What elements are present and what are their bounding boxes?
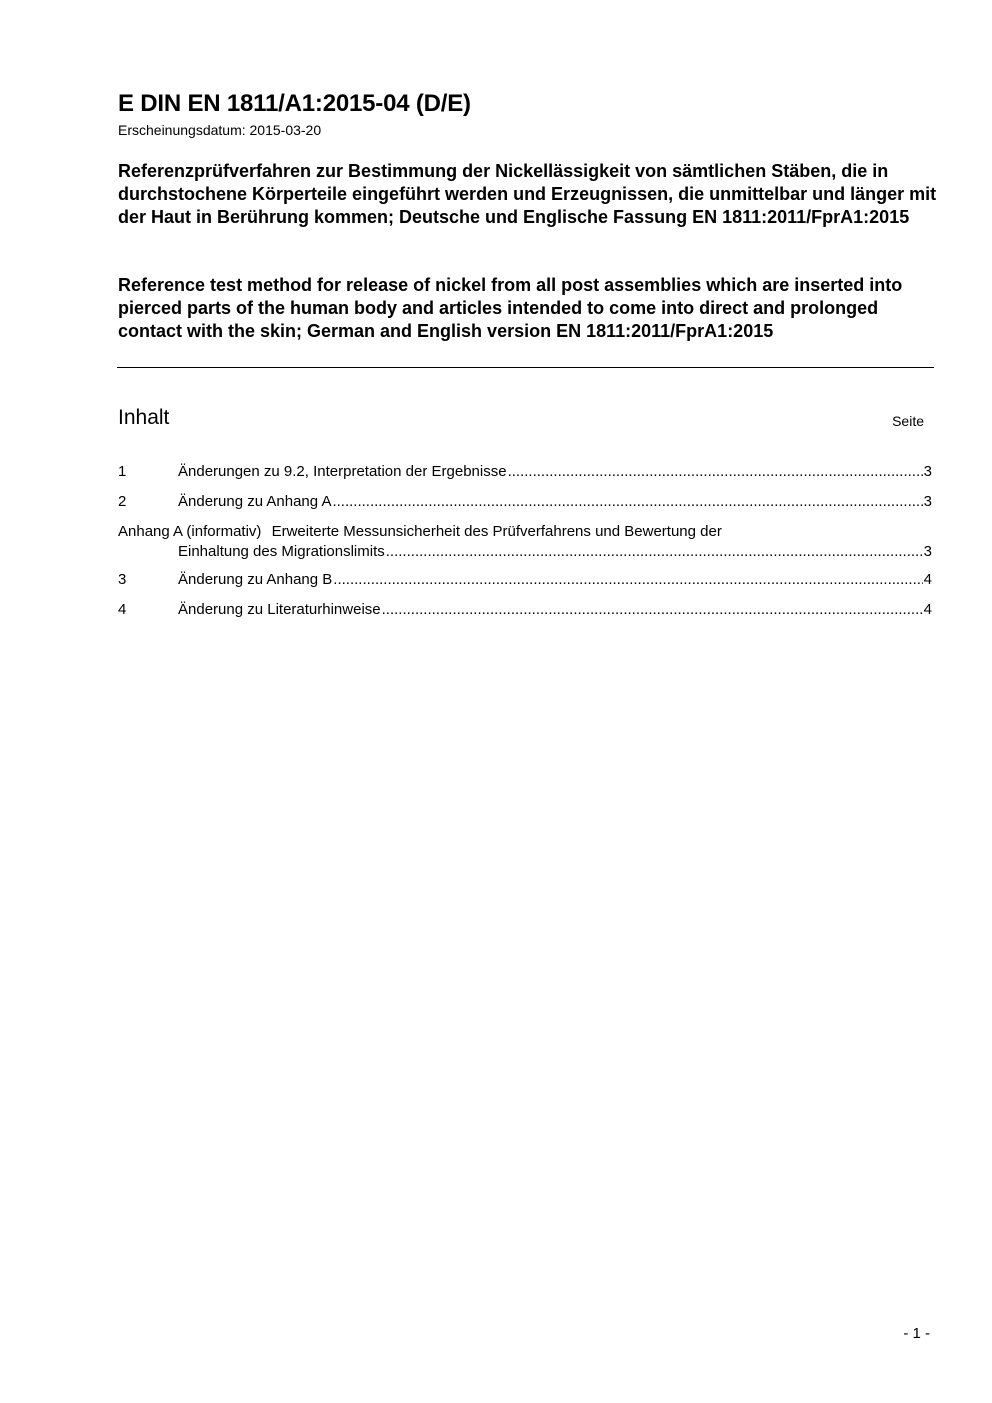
toc-entry-1[interactable]: [118, 462, 932, 492]
toc-leader-dots: [382, 600, 923, 620]
toc-annex-title-line1[interactable]: Erweiterte Messunsicherheit des Prüfverfahrens und Bewertung der: [271, 523, 722, 540]
page-number: - 1 -: [903, 1325, 930, 1342]
toc-entry-number: 1: [118, 463, 127, 480]
toc-entry-number: 2: [118, 493, 127, 510]
toc-page-column-label: Seite: [892, 413, 924, 429]
table-of-contents: [118, 462, 932, 630]
toc-entry-title[interactable]: Änderung zu Anhang A: [178, 493, 332, 510]
document-identifier: E DIN EN 1811/A1:2015-04 (D/E): [118, 90, 471, 117]
toc-leader-dots: [386, 542, 923, 562]
toc-entry-title[interactable]: Änderung zu Anhang B: [178, 571, 333, 588]
toc-leader-dots: [508, 462, 923, 482]
title-divider: [117, 367, 934, 368]
toc-leader-dots: [332, 492, 922, 512]
toc-entry-page: 4: [923, 571, 932, 588]
toc-entry-2[interactable]: [118, 492, 932, 522]
toc-entry-page: 3: [923, 463, 932, 480]
toc-entry-page: 3: [923, 493, 932, 510]
toc-entry-number: 4: [118, 601, 127, 618]
toc-entry-number: 3: [118, 571, 127, 588]
german-title: Referenzprüfverfahren zur Bestimmung der Nickellässigkeit von sämtlichen Stäben, die in durchstochene Körperteile eingeführt werden und Erzeugnissen, die unmittelbar und länger mit der Haut in Berührung kommen; Deutsche und Englische Fassung EN 1811:2011/FprA1:2015: [118, 161, 937, 227]
toc-entry-annex-a[interactable]: [118, 522, 932, 570]
toc-annex-label: Anhang A (informativ): [118, 523, 262, 540]
toc-entry-4[interactable]: [118, 600, 932, 630]
toc-entry-page: 4: [923, 601, 932, 618]
toc-heading: Inhalt: [118, 406, 170, 429]
publication-date: Erscheinungsdatum: 2015-03-20: [118, 122, 322, 138]
toc-entry-title[interactable]: Änderungen zu 9.2, Interpretation der Ergebnisse: [178, 463, 507, 480]
toc-entry-page: 3: [923, 543, 932, 560]
toc-annex-title-line2[interactable]: Einhaltung des Migrationslimits: [178, 543, 385, 560]
toc-entry-3[interactable]: [118, 570, 932, 600]
english-title: Reference test method for release of nickel from all post assemblies which are inserted into pierced parts of the human body and articles intended to come into direct and prolonged contact with the skin; German and English version EN 1811:2011/FprA1:2015: [118, 275, 903, 341]
toc-leader-dots: [333, 570, 922, 590]
toc-entry-title[interactable]: Änderung zu Literaturhinweise: [178, 601, 381, 618]
